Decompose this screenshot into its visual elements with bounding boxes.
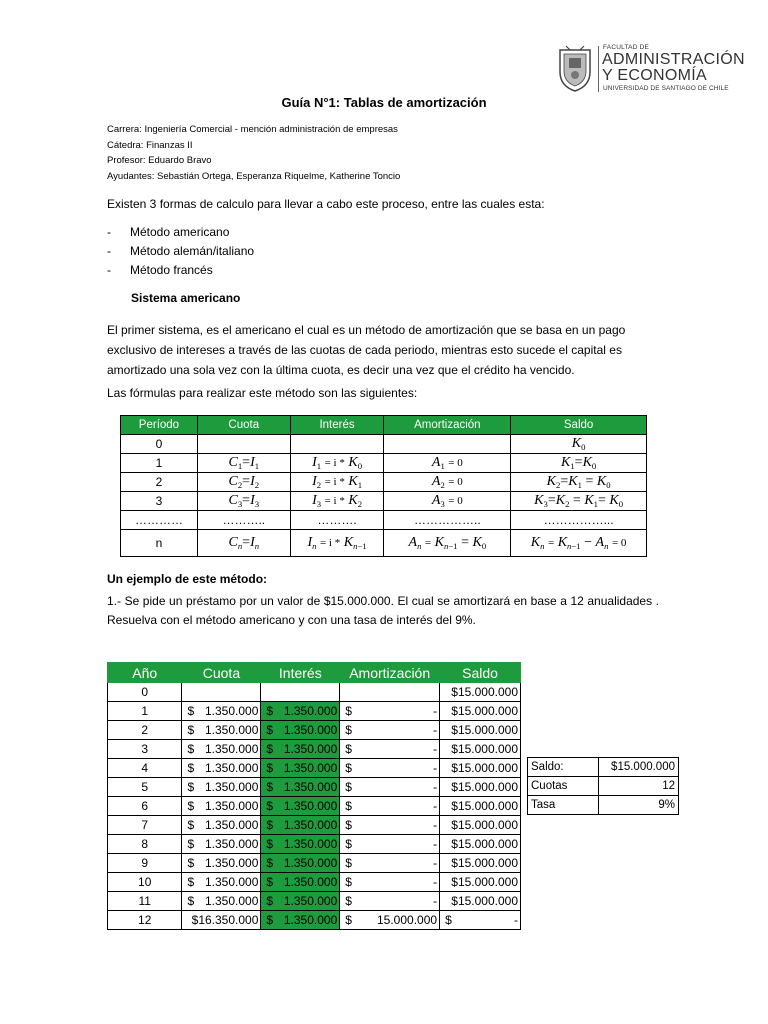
currency-symbol: $ [187, 856, 195, 870]
saldo-cell [440, 911, 521, 930]
method-list-item: - Método francés [107, 263, 213, 277]
cuota-value: 1.350.000 [205, 837, 259, 851]
amortizacion-value: - [433, 837, 438, 851]
currency-symbol: $ [345, 913, 352, 927]
year-cell: 1 [108, 702, 182, 721]
saldo-cell: $15.000.000 [440, 740, 521, 759]
interes-value: 1.350.000 [283, 875, 338, 889]
amortizacion-cell [340, 892, 440, 911]
formula-cell: $K_n = K_{n-1} - A_n = 0$ [511, 530, 647, 557]
meta-career: Carrera: Ingeniería Comercial - mención administración de empresas [107, 124, 398, 135]
interes-value: 1.350.000 [283, 761, 338, 775]
cuota-cell [182, 740, 261, 759]
interes-value: 1.350.000 [283, 913, 338, 927]
year-cell: 8 [108, 835, 182, 854]
table-row [108, 759, 521, 778]
explanation-paragraph: El primer sistema, es el americano el cual es un método de amortización que se basa en un pago exclusivo de intereses a través de las cuotas de cada periodo, mientras esto sucede el capital es amortizado una sola vez con la última cuota, es decir una vez que el crédito ha vencido. [107, 323, 626, 377]
formula-cell: $A_n = K_{n-1} = K_0$ [384, 530, 511, 557]
currency-symbol: $ [187, 742, 195, 756]
currency-symbol: $ [187, 723, 195, 737]
param-label: Tasa [528, 796, 599, 815]
column-header: Interés [261, 663, 340, 683]
cuota-value: 1.350.000 [205, 856, 259, 870]
year-cell: 3 [108, 740, 182, 759]
table-row [108, 892, 521, 911]
cuota-cell [182, 835, 261, 854]
section-heading: Sistema americano [131, 291, 241, 305]
currency-symbol: $ [187, 704, 195, 718]
year-cell: 12 [108, 911, 182, 930]
cuota-cell [182, 702, 261, 721]
cuota-value: 1.350.000 [205, 894, 259, 908]
cuota-cell [182, 854, 261, 873]
ellipsis-cell: …………….. [384, 511, 511, 530]
currency-symbol: $ [266, 761, 274, 775]
period-cell: n [121, 530, 198, 557]
document-title: Guía N°1: Tablas de amortización [281, 95, 487, 110]
formula-cell: $C_2=I_2$ [197, 473, 290, 492]
currency-symbol: $ [266, 723, 274, 737]
interes-cell [261, 740, 340, 759]
amortizacion-cell [340, 759, 440, 778]
currency-symbol: $ [345, 799, 352, 813]
interes-cell [261, 702, 340, 721]
saldo-cell: $15.000.000 [440, 816, 521, 835]
cuota-cell [182, 759, 261, 778]
example-heading: Un ejemplo de este método: [107, 572, 268, 586]
year-cell: 10 [108, 873, 182, 892]
currency-symbol: $ [266, 704, 274, 718]
table-row [528, 758, 679, 777]
param-value: 12 [599, 777, 679, 796]
amortizacion-value: - [433, 704, 438, 718]
intro-paragraph: Existen 3 formas de calculo para llevar a cabo este proceso, entre las cuales esta: [107, 197, 545, 211]
interes-cell [261, 854, 340, 873]
saldo-cell: $15.000.000 [440, 778, 521, 797]
column-header: Año [108, 663, 182, 683]
method-list-item: - Método alemán/italiano [107, 244, 255, 258]
interes-cell [261, 759, 340, 778]
currency-symbol: $ [345, 894, 352, 908]
table-row [108, 702, 521, 721]
amortization-table [107, 662, 521, 930]
table-row [108, 740, 521, 759]
column-header: Amortización [340, 663, 440, 683]
formula-cell: $K_2=K_1 = K_0$ [511, 473, 647, 492]
table-row [121, 435, 647, 454]
interes-value: 1.350.000 [283, 837, 338, 851]
period-cell: ………… [121, 511, 198, 530]
table-row [108, 683, 521, 702]
cuota-value: 1.350.000 [205, 780, 259, 794]
interes-value: 1.350.000 [283, 742, 338, 756]
currency-symbol: $ [345, 742, 352, 756]
amortizacion-cell [340, 740, 440, 759]
formulas-intro: Las fórmulas para realizar este método son las siguientes: [107, 386, 418, 400]
currency-symbol: $ [345, 837, 352, 851]
cuota-cell [182, 892, 261, 911]
currency-symbol: $ [187, 875, 195, 889]
table-header-row [108, 663, 521, 683]
interes-cell [261, 911, 340, 930]
currency-symbol: $ [187, 837, 195, 851]
interes-cell [261, 797, 340, 816]
param-value: 9% [599, 796, 679, 815]
year-cell: 11 [108, 892, 182, 911]
amortizacion-cell [340, 873, 440, 892]
formula-cell: $K_0$ [511, 435, 647, 454]
saldo-cell: $15.000.000 [440, 721, 521, 740]
currency-symbol: $ [187, 799, 195, 813]
cuota-cell: $16.350.000 [182, 911, 261, 930]
formula-cell: $I_n = i * K_{n-1}$ [290, 530, 384, 557]
formula-table [120, 415, 647, 557]
amortizacion-value: - [433, 875, 438, 889]
interes-value: 1.350.000 [283, 894, 338, 908]
interes-cell [261, 721, 340, 740]
amortizacion-cell [340, 702, 440, 721]
table-row [121, 530, 647, 557]
currency-symbol: $ [266, 818, 274, 832]
table-row [108, 721, 521, 740]
amortizacion-cell [340, 797, 440, 816]
currency-symbol: $ [266, 780, 274, 794]
amortizacion-cell [340, 683, 440, 702]
year-cell: 2 [108, 721, 182, 740]
table-row [108, 816, 521, 835]
year-cell: 9 [108, 854, 182, 873]
cuota-value: 1.350.000 [205, 723, 259, 737]
formula-cell: $I_2 = i * K_1$ [290, 473, 384, 492]
table-row [528, 796, 679, 815]
saldo-cell: $15.000.000 [440, 759, 521, 778]
saldo-value: - [514, 913, 518, 927]
cuota-cell [182, 816, 261, 835]
interes-cell [261, 892, 340, 911]
cuota-cell [182, 683, 261, 702]
currency-symbol: $ [345, 704, 352, 718]
formula-cell: $C_1=I_1$ [197, 454, 290, 473]
interes-value: 1.350.000 [283, 780, 338, 794]
year-cell: 5 [108, 778, 182, 797]
interes-cell [261, 835, 340, 854]
formula-cell: $K_1=K_0$ [511, 454, 647, 473]
year-cell: 6 [108, 797, 182, 816]
currency-symbol: $ [345, 780, 352, 794]
saldo-cell: $15.000.000 [440, 702, 521, 721]
formula-cell: $C_n=I_n$ [197, 530, 290, 557]
table-row [528, 777, 679, 796]
amortizacion-value: - [433, 761, 438, 775]
saldo-cell: $15.000.000 [440, 854, 521, 873]
method-list-item: - Método americano [107, 225, 230, 239]
currency-symbol: $ [266, 913, 274, 927]
amortizacion-value: - [433, 742, 438, 756]
year-cell: 0 [108, 683, 182, 702]
currency-symbol: $ [345, 818, 352, 832]
column-header: Cuota [182, 663, 261, 683]
year-cell: 7 [108, 816, 182, 835]
interes-cell [261, 778, 340, 797]
example-statement: 1.- Se pide un préstamo por un valor de $15.000.000. El cual se amortizará en base a 12 anualidades . Resuelva con el método americano y con una tasa de interés del 9%. [107, 594, 659, 627]
cuota-value: 1.350.000 [205, 761, 259, 775]
formula-cell: $A_1 = 0$ [384, 454, 511, 473]
currency-symbol: $ [266, 742, 274, 756]
period-cell: 3 [121, 492, 198, 511]
amortizacion-cell [340, 854, 440, 873]
table-row [108, 835, 521, 854]
logo-line-1: FACULTAD DE [603, 44, 650, 51]
table-row [121, 454, 647, 473]
formula-cell: $A_3 = 0$ [384, 492, 511, 511]
currency-symbol: $ [345, 856, 352, 870]
cuota-cell [182, 797, 261, 816]
table-row [121, 473, 647, 492]
amortization-rows [108, 683, 521, 930]
amortizacion-value: 15.000.000 [377, 913, 438, 927]
currency-symbol: $ [266, 894, 274, 908]
currency-symbol: $ [266, 799, 274, 813]
saldo-cell: $15.000.000 [440, 873, 521, 892]
table-row [121, 511, 647, 530]
period-cell: 2 [121, 473, 198, 492]
cuota-value: 1.350.000 [205, 742, 259, 756]
amortizacion-value: - [433, 856, 438, 870]
currency-symbol: $ [266, 837, 274, 851]
amortizacion-cell [340, 778, 440, 797]
amortizacion-cell [340, 816, 440, 835]
meta-professor: Profesor: Eduardo Bravo [107, 155, 212, 166]
column-header: Amortización [384, 416, 511, 435]
ellipsis-cell: ………. [290, 511, 384, 530]
amortizacion-cell [340, 721, 440, 740]
currency-symbol: $ [187, 780, 195, 794]
period-cell: 0 [121, 435, 198, 454]
column-header: Cuota [197, 416, 290, 435]
cuota-cell [182, 721, 261, 740]
table-row [108, 778, 521, 797]
amortizacion-value: - [433, 799, 438, 813]
amortizacion-cell [340, 835, 440, 854]
param-value: $15.000.000 [599, 758, 679, 777]
interes-cell [261, 816, 340, 835]
currency-symbol: $ [187, 761, 195, 775]
saldo-cell: $15.000.000 [440, 892, 521, 911]
param-label: Saldo: [528, 758, 599, 777]
amortizacion-value: - [433, 780, 438, 794]
logo-line-4: UNIVERSIDAD DE SANTIAGO DE CHILE [603, 85, 729, 92]
interes-value: 1.350.000 [283, 723, 338, 737]
amortizacion-value: - [433, 894, 438, 908]
table-header-row [121, 416, 647, 435]
table-row [108, 873, 521, 892]
param-label: Cuotas [528, 777, 599, 796]
interes-value: 1.350.000 [283, 818, 338, 832]
amortizacion-cell [340, 911, 440, 930]
interes-value: 1.350.000 [283, 856, 338, 870]
cuota-value: 1.350.000 [205, 875, 259, 889]
currency-symbol: $ [187, 894, 195, 908]
interes-value: 1.350.000 [283, 799, 338, 813]
currency-symbol: $ [345, 875, 352, 889]
formula-cell: $K_3=K_2 = K_1= K_0$ [511, 492, 647, 511]
meta-course: Cátedra: Finanzas II [107, 140, 193, 151]
currency-symbol: $ [345, 761, 352, 775]
column-header: Saldo [511, 416, 647, 435]
cuota-cell [182, 778, 261, 797]
cuota-value: 1.350.000 [205, 818, 259, 832]
saldo-cell: $15.000.000 [440, 797, 521, 816]
university-crest-icon [556, 44, 594, 92]
formula-cell: $I_3 = i * K_2$ [290, 492, 384, 511]
logo-line-3: Y ECONOMÍA [602, 67, 707, 84]
currency-symbol: $ [266, 856, 274, 870]
meta-assistants: Ayudantes: Sebastián Ortega, Esperanza Riquelme, Katherine Toncio [107, 171, 401, 182]
parameters-table [527, 757, 679, 815]
column-header: Saldo [440, 663, 521, 683]
faculty-logo [556, 44, 746, 96]
table-row [108, 797, 521, 816]
period-cell: 1 [121, 454, 198, 473]
ellipsis-cell: ……………... [511, 511, 647, 530]
amortizacion-value: - [433, 723, 438, 737]
interes-value: 1.350.000 [283, 704, 338, 718]
logo-line-2: ADMINISTRACIÓN [602, 51, 745, 68]
currency-symbol: $ [266, 875, 274, 889]
ellipsis-cell: ……….. [197, 511, 290, 530]
amortizacion-value: - [433, 818, 438, 832]
currency-symbol: $ [345, 723, 352, 737]
interes-cell [261, 683, 340, 702]
formula-cell: $I_1 = i * K_0$ [290, 454, 384, 473]
table-row [108, 854, 521, 873]
cuota-value: 1.350.000 [205, 799, 259, 813]
interes-cell [261, 873, 340, 892]
table-row [121, 492, 647, 511]
currency-symbol: $ [187, 818, 195, 832]
column-header: Interés [290, 416, 384, 435]
formula-cell: $A_2 = 0$ [384, 473, 511, 492]
year-cell: 4 [108, 759, 182, 778]
column-header: Período [121, 416, 198, 435]
currency-symbol: $ [445, 913, 452, 927]
table-row [108, 911, 521, 930]
formula-cell: $C_3=I_3$ [197, 492, 290, 511]
saldo-cell: $15.000.000 [440, 835, 521, 854]
cuota-cell [182, 873, 261, 892]
saldo-cell: $15.000.000 [440, 683, 521, 702]
cuota-value: 1.350.000 [205, 704, 259, 718]
